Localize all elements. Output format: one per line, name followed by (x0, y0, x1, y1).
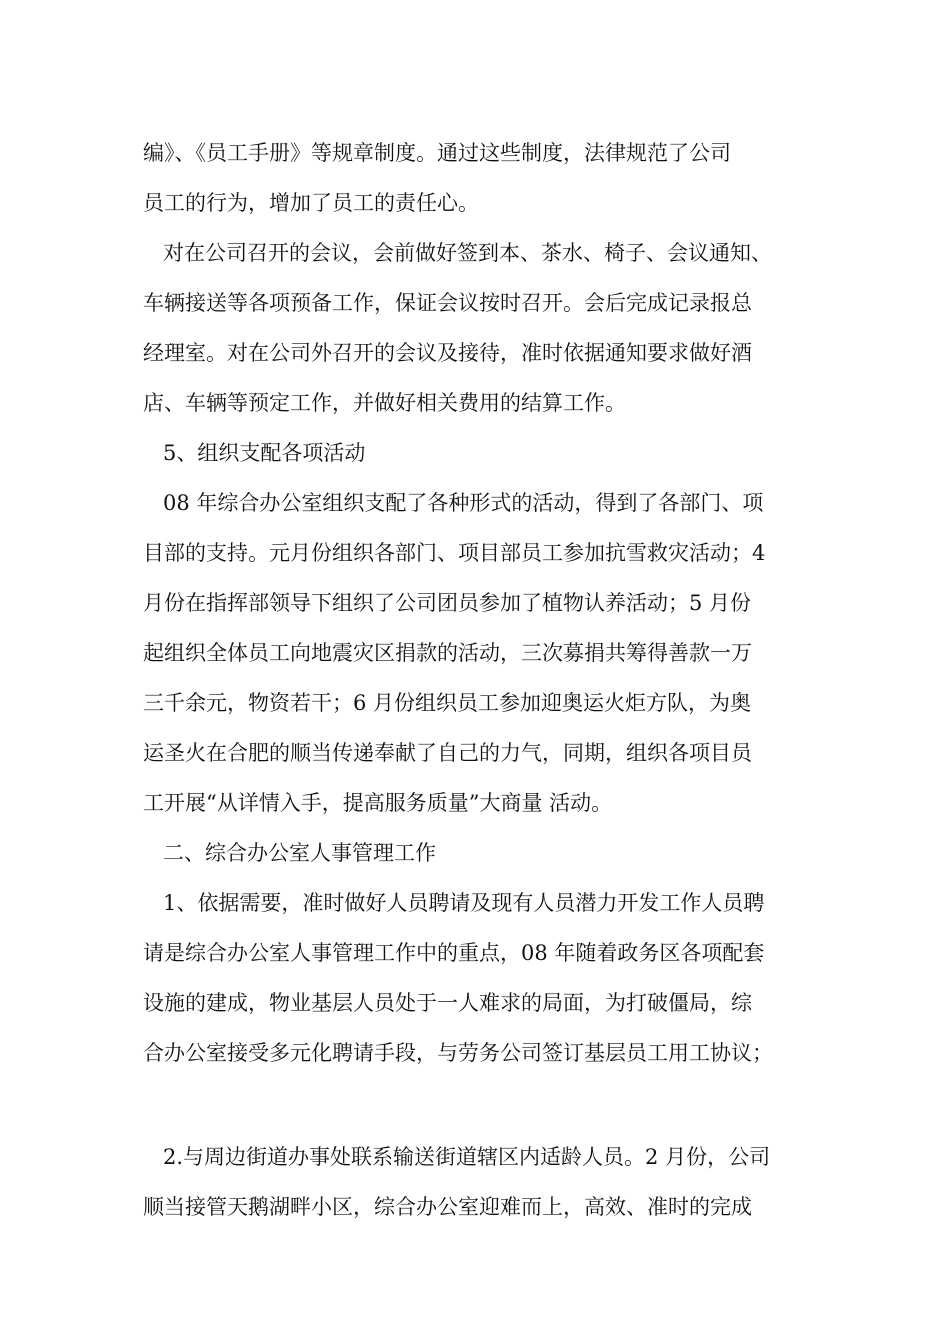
text-line: 设施的建成，物业基层人员处于一人难求的局面，为打破僵局，综 (143, 991, 752, 1015)
text-line: 对在公司召开的会议，会前做好签到本、茶水、椅子、会议通知、 (163, 241, 772, 265)
text-line: 请是综合办公室人事管理工作中的重点，08 年随着政务区各项配套 (143, 941, 765, 965)
text-line: 工开展“从详情入手，提高服务质量”大商量 活动。 (143, 791, 613, 815)
section-heading: 5、组织支配各项活动 (163, 441, 366, 465)
text-line: 编》、《员工手册》等规章制度。通过这些制度，法律规范了公司 (143, 141, 731, 165)
text-line: 车辆接送等各项预备工作，保证会议按时召开。会后完成记录报总 (143, 291, 752, 315)
text-line: 目部的支持。元月份组织各部门、项目部员工参加抗雪救灾活动；4 (143, 541, 766, 565)
text-line: 店、车辆等预定工作，并做好相关费用的结算工作。 (143, 391, 626, 415)
text-line: 员工的行为，增加了员工的责任心。 (143, 191, 479, 215)
text-line: 起组织全体员工向地震灾区捐款的活动，三次募捐共筹得善款一万 (143, 641, 752, 665)
document-body (143, 128, 833, 1232)
text-line: 运圣火在合肥的顺当传递奉献了自己的力气，同期，组织各项目员 (143, 741, 752, 765)
text-line: 1、依据需要，准时做好人员聘请及现有人员潜力开发工作人员聘 (163, 891, 765, 915)
text-line: 08 年综合办公室组织支配了各种形式的活动，得到了各部门、项 (163, 491, 764, 515)
text-line: 三千余元，物资若干；6 月份组织员工参加迎奥运火炬方队，为奥 (143, 691, 752, 715)
text-line: 顺当接管天鹅湖畔小区，综合办公室迎难而上，高效、准时的完成 (143, 1195, 752, 1219)
text-line: 2.与周边街道办事处联系输送街道辖区内适龄人员。2 月份，公司 (163, 1145, 771, 1169)
text-line: 合办公室接受多元化聘请手段，与劳务公司签订基层员工用工协议； (143, 1041, 773, 1065)
paragraph-gap (143, 1078, 833, 1132)
section-heading: 二、综合办公室人事管理工作 (163, 841, 436, 865)
text-line: 月份在指挥部领导下组织了公司团员参加了植物认养活动；5 月份 (143, 591, 752, 615)
text-line: 经理室。对在公司外召开的会议及接待，准时依据通知要求做好酒 (143, 341, 752, 365)
